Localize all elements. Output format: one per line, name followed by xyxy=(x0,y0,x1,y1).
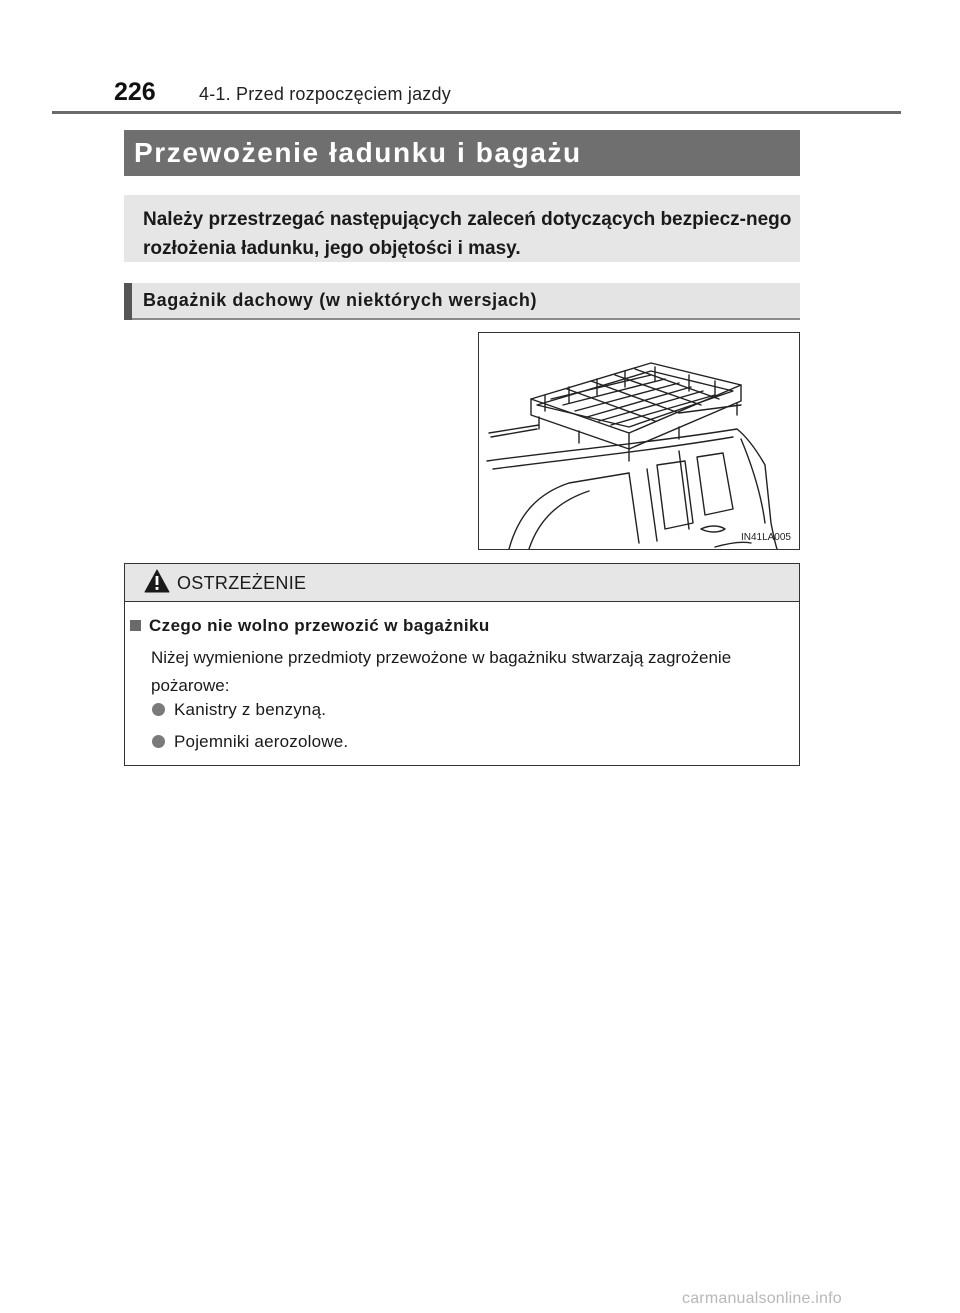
list-item-text: Pojemniki aerozolowe. xyxy=(174,732,349,751)
car-roof-rack-drawing xyxy=(479,333,799,549)
dot-bullet-icon xyxy=(152,735,165,748)
list-item xyxy=(152,728,348,760)
page-title: Przewożenie ładunku i bagażu xyxy=(134,137,582,168)
roof-rack-illustration xyxy=(478,332,800,550)
title-bar xyxy=(124,130,800,176)
warning-list xyxy=(152,696,348,760)
page-header xyxy=(0,0,960,114)
subheading-marker xyxy=(124,283,132,320)
intro-box xyxy=(124,195,800,262)
subheading-bar xyxy=(124,283,800,320)
warning-title: OSTRZEŻENIE xyxy=(177,573,307,593)
page-number: 226 xyxy=(114,78,156,106)
list-item xyxy=(152,696,348,728)
warning-triangle-icon xyxy=(144,569,170,593)
watermark: carmanualsonline.info xyxy=(682,1290,842,1307)
warning-description: Niżej wymienione przedmioty przewożone w bagażniku stwarzają zagrożenie pożarowe: xyxy=(151,648,732,695)
warning-item-heading-text: Czego nie wolno przewozić w bagażniku xyxy=(149,616,490,635)
square-bullet-icon xyxy=(130,620,141,631)
warning-item-heading xyxy=(130,616,490,636)
header-rule xyxy=(52,111,901,114)
warning-box xyxy=(124,563,800,766)
warning-header xyxy=(125,564,799,602)
intro-text: Należy przestrzegać następujących zaleceń dotyczących bezpiecz-nego rozłożenia ładunku, jego objętości i masy. xyxy=(143,209,792,259)
figure-code: IN41LA005 xyxy=(740,532,791,543)
dot-bullet-icon xyxy=(152,703,165,716)
section-path: 4-1. Przed rozpoczęciem jazdy xyxy=(199,84,451,104)
list-item-text: Kanistry z benzyną. xyxy=(174,700,327,719)
subheading-text: Bagażnik dachowy (w niektórych wersjach) xyxy=(143,290,538,310)
